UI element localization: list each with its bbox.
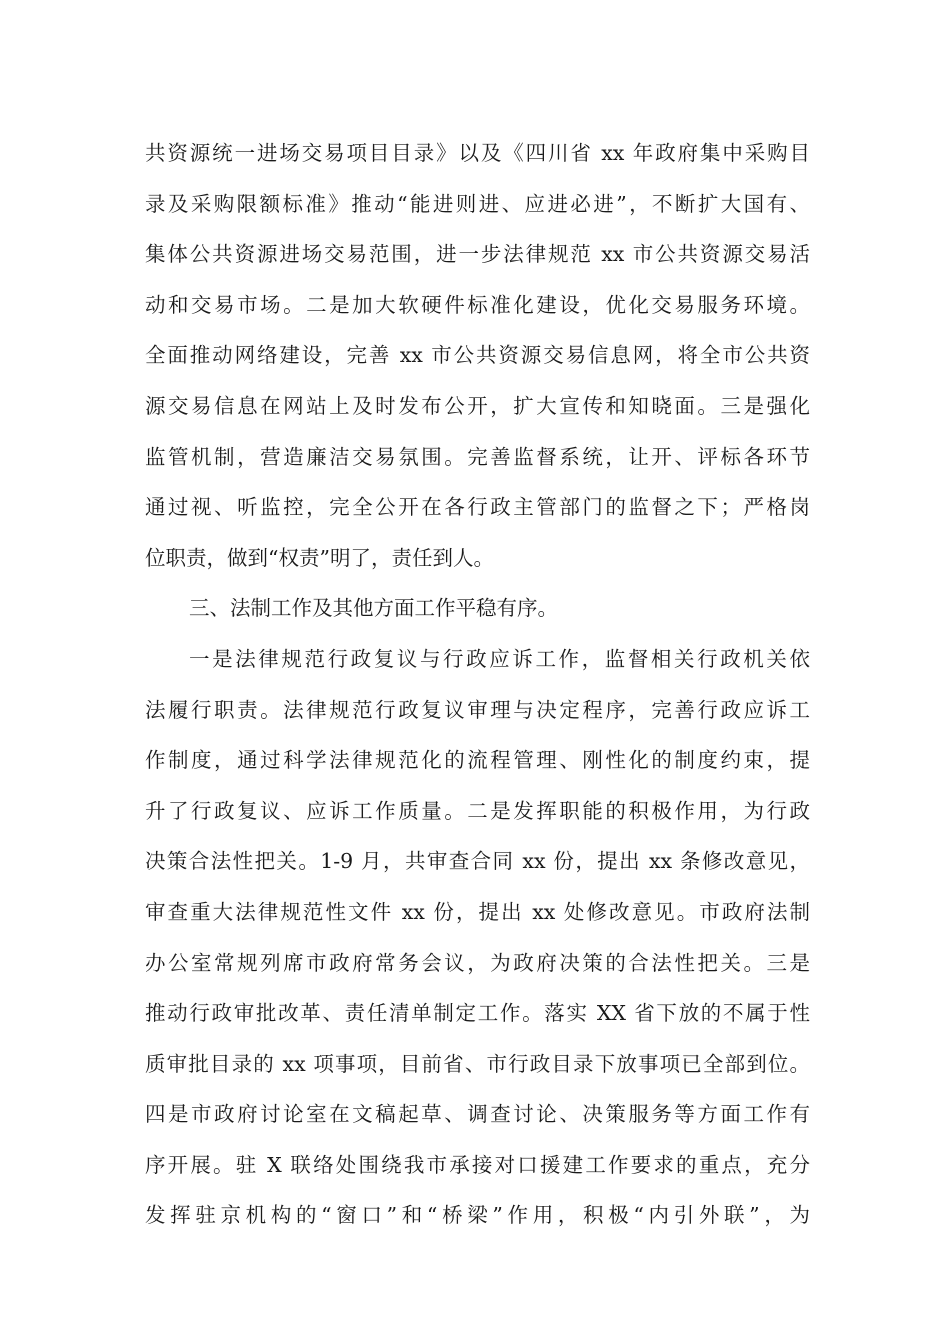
body-line: 升了行政复议、应诉工作质量。二是发挥职能的积极作用，为行政 (145, 798, 810, 823)
body-line: 发挥驻京机构的“窗口”和“桥梁”作用，积极“内引外联”，为 (145, 1203, 810, 1228)
body-line: 源交易信息在网站上及时发布公开，扩大宣传和知晓面。三是强化 (145, 393, 810, 418)
body-line: 监管机制，营造廉洁交易氛围。完善监督系统，让开、评标各环节 (145, 444, 810, 469)
document-body (145, 128, 810, 1241)
body-line: 审查重大法律规范性文件 xx 份，提出 xx 处修改意见。市政府法制 (145, 899, 810, 924)
body-line: 办公室常规列席市政府常务会议，为政府决策的合法性把关。三是 (145, 950, 810, 975)
body-line: 集体公共资源进场交易范围，进一步法律规范 xx 市公共资源交易活 (145, 242, 810, 267)
body-line: 动和交易市场。二是加大软硬件标准化建设，优化交易服务环境。 (145, 292, 810, 317)
body-line: 共资源统一进场交易项目目录》以及《四川省 xx 年政府集中采购目 (145, 141, 810, 165)
body-line: 录及采购限额标准》推动“能进则进、应进必进”，不断扩大国有、 (145, 191, 810, 216)
body-line: 全面推动网络建设，完善 xx 市公共资源交易信息网，将全市公共资 (145, 343, 810, 368)
body-line: 法履行职责。法律规范行政复议审理与决定程序，完善行政应诉工 (145, 697, 810, 722)
body-line: 通过视、听监控，完全公开在各行政主管部门的监督之下；严格岗 (145, 495, 810, 520)
body-line: 质审批目录的 xx 项事项，目前省、市行政目录下放事项已全部到位。 (145, 1051, 810, 1076)
body-line: 作制度，通过科学法律规范化的流程管理、刚性化的制度约束，提 (145, 748, 810, 773)
body-line: 序开展。驻 X 联络处围绕我市承接对口援建工作要求的重点，充分 (145, 1152, 810, 1177)
section-heading: 三、法制工作及其他方面工作平稳有序。 (189, 596, 558, 621)
body-line: 位职责，做到“权责”明了，责任到人。 (145, 545, 494, 570)
body-line: 推动行政审批改革、责任清单制定工作。落实 XX 省下放的不属于性 (145, 1001, 810, 1026)
body-line: 一是法律规范行政复议与行政应诉工作，监督相关行政机关依 (189, 646, 810, 671)
body-line: 四是市政府讨论室在文稿起草、调查讨论、决策服务等方面工作有 (145, 1102, 810, 1127)
body-line: 决策合法性把关。1-9 月，共审查合同 xx 份，提出 xx 条修改意见， (145, 849, 810, 874)
